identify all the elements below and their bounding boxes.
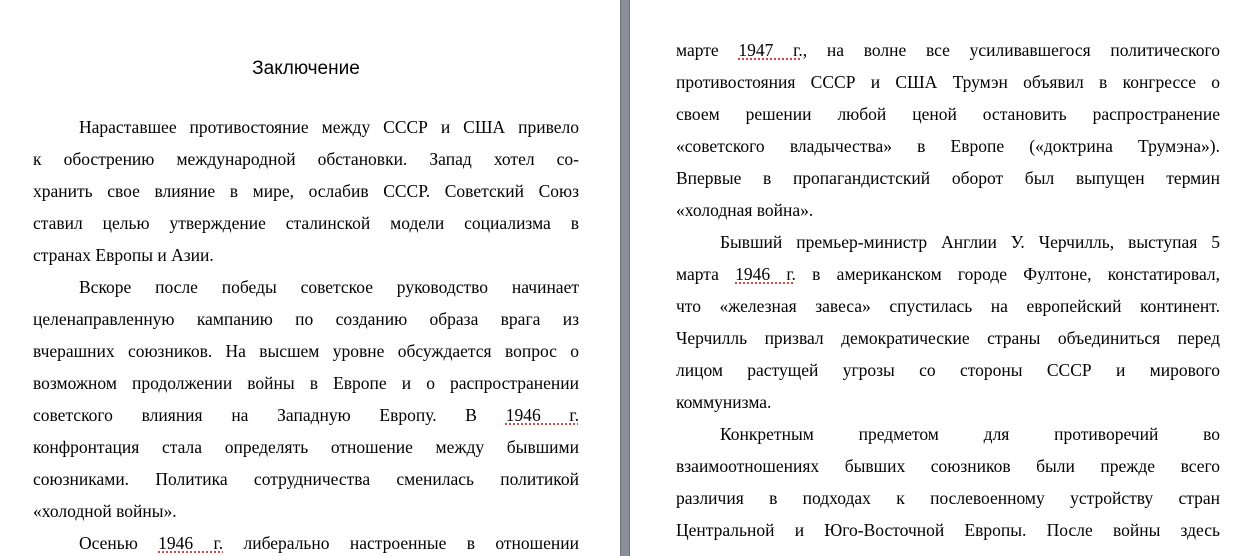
right-page (630, 0, 1235, 556)
text-segment: либерально настроенные в отношении (223, 533, 579, 553)
text-segment: Осенью (79, 533, 159, 553)
text-line: Впервые в пропагандистский оборот был выпущен термин (676, 168, 1220, 188)
text-line: Нараставшее противостояние между СССР и США привело (79, 117, 579, 137)
text-line: союзниками. Политика сотрудничества сменилась политикой (33, 469, 579, 489)
text-line: вчерашних союзников. На высшем уровне обсуждается вопрос о (33, 341, 579, 361)
text-segment: марта (676, 264, 736, 284)
text-line: странах Европы и Азии. (33, 245, 214, 265)
text-line: ставил целью утверждение сталинской модели социализма в (33, 213, 579, 233)
text-line (676, 40, 1220, 60)
flagged-date: 1946 г. (158, 533, 224, 553)
text-line: конфронтация стала определять отношение между бывшими (33, 437, 579, 457)
text-line: лицом растущей угрозы со стороны СССР и мирового (676, 360, 1220, 380)
text-line: Вскоре после победы советское руководство начинает (79, 277, 579, 297)
text-line: противостояния СССР и США Трумэн объявил в конгрессе о (676, 72, 1220, 92)
text-line: целенаправленную кампанию по созданию образа врага из (33, 309, 579, 329)
flagged-date: 1946 г. (505, 405, 579, 425)
text-line: возможном продолжении войны в Европе и о распространении (33, 373, 579, 393)
text-segment: в американском городе Фултоне, констатировал, (795, 264, 1220, 284)
text-line: «холодная война». (676, 200, 814, 220)
page-heading: Заключение (252, 58, 360, 79)
text-segment: , на волне все усиливавшегося политического (802, 40, 1220, 60)
text-line: «советского владычества» в Европе («доктрина Трумэна»). (676, 136, 1220, 156)
text-line: своем решении любой ценой остановить распространение (676, 104, 1220, 124)
text-line: различия в подходах к послевоенному устройству стран (676, 488, 1220, 508)
text-line: Бывший премьер-министр Англии У. Черчилль, выступая 5 (720, 232, 1220, 252)
text-segment: марте (676, 40, 739, 60)
page-divider (620, 0, 630, 556)
text-line: взаимоотношениях бывших союзников были прежде всего (676, 456, 1220, 476)
text-line: что «железная завеса» спустилась на европейский континент. (676, 296, 1220, 316)
text-line: Центральной и Юго-Восточной Европы. После войны здесь (676, 520, 1220, 540)
text-line: коммунизма. (676, 392, 772, 412)
text-line: хранить свое влияние в мире, ослабив СССР. Советский Союз (33, 181, 579, 201)
flagged-date: 1946 г. (735, 264, 796, 284)
text-line: Черчилль призвал демократические страны объединиться перед (676, 328, 1220, 348)
text-segment: советского влияния на Западную Европу. В (33, 405, 506, 425)
text-line: Конкретным предметом для противоречий во (720, 424, 1220, 444)
text-line (676, 264, 1220, 284)
text-line: к обострению международной обстановки. Запад хотел со- (33, 149, 579, 169)
text-line (33, 405, 579, 425)
text-line: «холодной войны». (33, 501, 177, 521)
text-line (79, 533, 579, 553)
flagged-date: 1947 г. (738, 40, 803, 60)
